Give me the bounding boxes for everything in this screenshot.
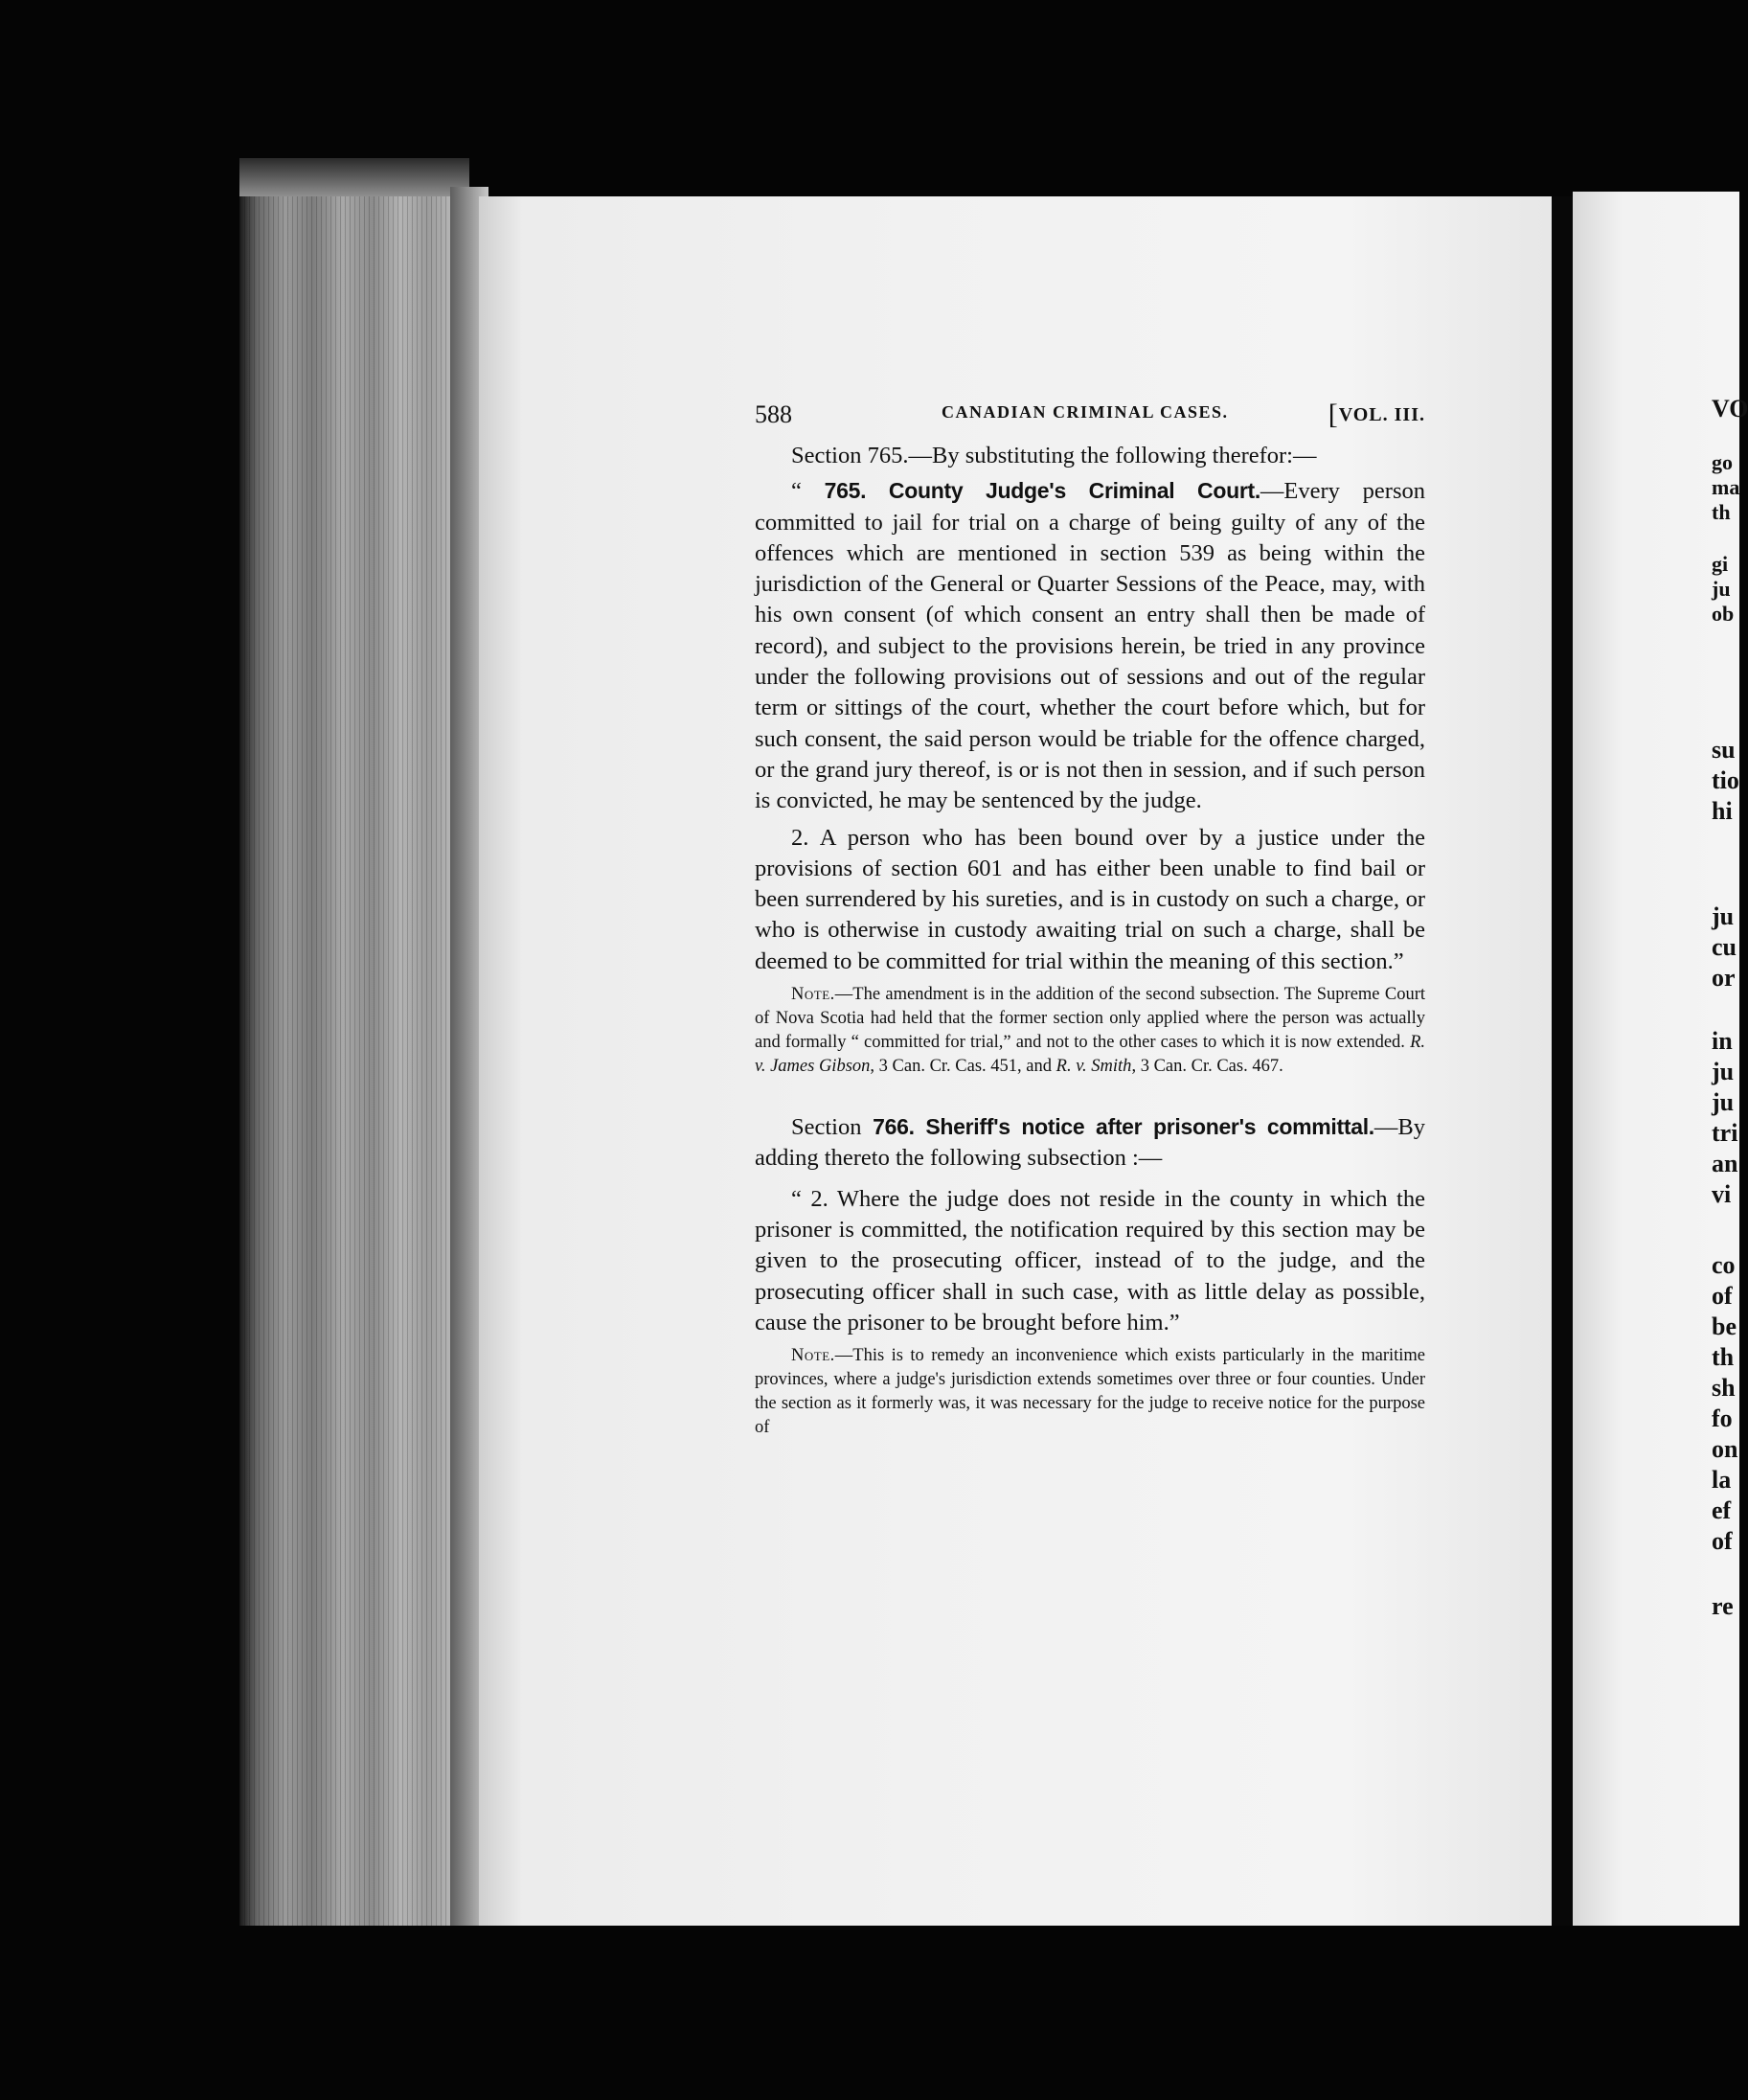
right-page-fragment: ju: [1712, 1058, 1735, 1085]
right-page-fragment: tio: [1712, 766, 1739, 794]
note-label: Note.: [791, 1346, 835, 1366]
right-page-fragment: vi: [1712, 1180, 1732, 1208]
running-title: CANADIAN CRIMINAL CASES.: [942, 402, 1229, 422]
right-page-fragment: re: [1712, 1592, 1734, 1620]
section-766-intro: [755, 1111, 1425, 1175]
right-page-fragment: ju: [1712, 577, 1731, 601]
right-page-fragment: tri: [1712, 1119, 1738, 1147]
open-quote: “: [791, 478, 825, 505]
right-page-fragment: ma: [1712, 475, 1740, 499]
right-page-fragment: in: [1712, 1027, 1733, 1055]
section-766-heading: 766. Sheriff's notice after prisoner's committal.: [873, 1114, 1374, 1140]
right-page-fragment: cu: [1712, 933, 1737, 961]
right-page-fragment: be: [1712, 1312, 1737, 1340]
right-page-fragment: of: [1712, 1282, 1733, 1310]
right-page-fragment: ef: [1712, 1496, 1732, 1524]
page-block-edges: [239, 158, 469, 1926]
right-page-fragment: ju: [1712, 1088, 1735, 1116]
section-765-intro: Section 765.—By substituting the following therefor:—: [791, 443, 1317, 468]
case-citation: R. v. Smith: [1056, 1057, 1132, 1077]
right-page-fragment: co: [1712, 1251, 1736, 1279]
section-766-note: [755, 1344, 1425, 1440]
case-citation: R. v. James Gibson: [755, 1033, 1425, 1077]
right-page-fragment: gi: [1712, 552, 1729, 576]
right-page-fragment: or: [1712, 964, 1736, 992]
section-765-text: —Every person committed to jail for trial on a charge of being guilty of any of the offences which are mentioned in section 539 as being within the jurisdiction of the General or Quarter Sessions of the Peace, may, with his own consent (of which consent an entry shall then be made of record), and subject to the provisions herein, be tried in any province under the following provisions out of sessions and out of the regular term or sittings of the court, whether the court before which, but for such consent, the said person would be triable for the offence charged, or the grand jury thereof, is or is not then in session, and if such person is convicted, he may be sentenced by the judge.: [755, 478, 1425, 814]
section-765-note: [755, 983, 1425, 1079]
volume-bracket: [: [1328, 399, 1339, 430]
running-head: [755, 395, 1425, 433]
section-766-para: “ 2. Where the judge does not reside in the county in which the prisoner is committed, the notification required by this section may be given to the prosecuting officer, instead of to the judge, and the prosecuting officer shall in such case, with as little delay as possible, cause the prisoner to be brought before him.”: [755, 1185, 1425, 1335]
page-block-top: [239, 158, 469, 196]
right-page-fragment: of: [1712, 1527, 1733, 1555]
section-765-heading: 765. County Judge's Criminal Court.: [824, 478, 1260, 504]
page-number: 588: [755, 400, 792, 428]
right-page-fragment: th: [1712, 1343, 1735, 1371]
section-765-para-2: 2. A person who has been bound over by a justice under the provisions of section 601 and has either been unable to find bail or been surrendered by his sureties, and is in custody on such a charge, or who is otherwise in custody awaiting trial on such a charge, shall be deemed to be committed for trial within the meaning of this section.”: [755, 824, 1425, 974]
right-page-fragment: fo: [1712, 1404, 1733, 1432]
page-gap: [1552, 196, 1573, 1926]
right-page-fragment: on: [1712, 1435, 1738, 1463]
right-page-fragment: hi: [1712, 797, 1733, 825]
note-label: Note.: [791, 985, 835, 1005]
note-text: , 3 Can. Cr. Cas. 467.: [1131, 1057, 1283, 1077]
section-766-intro-text: —By adding thereto the following subsection :—: [755, 1114, 1425, 1172]
right-page-fragment: sh: [1712, 1374, 1736, 1402]
right-page-fragment: th: [1712, 500, 1731, 524]
note-text: —This is to remedy an inconvenience which exists particularly in the maritime provinces, where a judge's jurisdiction extends sometimes over three or four counties. Under the section as it formerly was, it was necessary for the judge to receive notice for the purpose of: [755, 1346, 1425, 1438]
section-word: Section: [791, 1114, 874, 1141]
volume-label: [1328, 399, 1425, 431]
right-page-fragment: su: [1712, 736, 1736, 764]
volume-text: VOL. III.: [1338, 404, 1425, 425]
right-page-fragment: ju: [1712, 902, 1735, 930]
right-page-fragment: an: [1712, 1150, 1738, 1177]
right-page-fragment: la: [1712, 1466, 1732, 1494]
right-page-fragment: ob: [1712, 602, 1735, 626]
right-page-fragment: go: [1712, 450, 1733, 474]
note-text: , 3 Can. Cr. Cas. 451, and: [870, 1057, 1056, 1077]
section-765-para-1: [755, 475, 1425, 816]
page-content: [755, 395, 1425, 1440]
note-text: —The amendment is in the addition of the second subsection. The Supreme Court of Nova Scotia had held that the former section only applied where the person was actually and formally “ committed for trial,” and not to the other cases to which it is now extended.: [755, 985, 1425, 1053]
right-page-fragment: VO: [1712, 395, 1748, 422]
